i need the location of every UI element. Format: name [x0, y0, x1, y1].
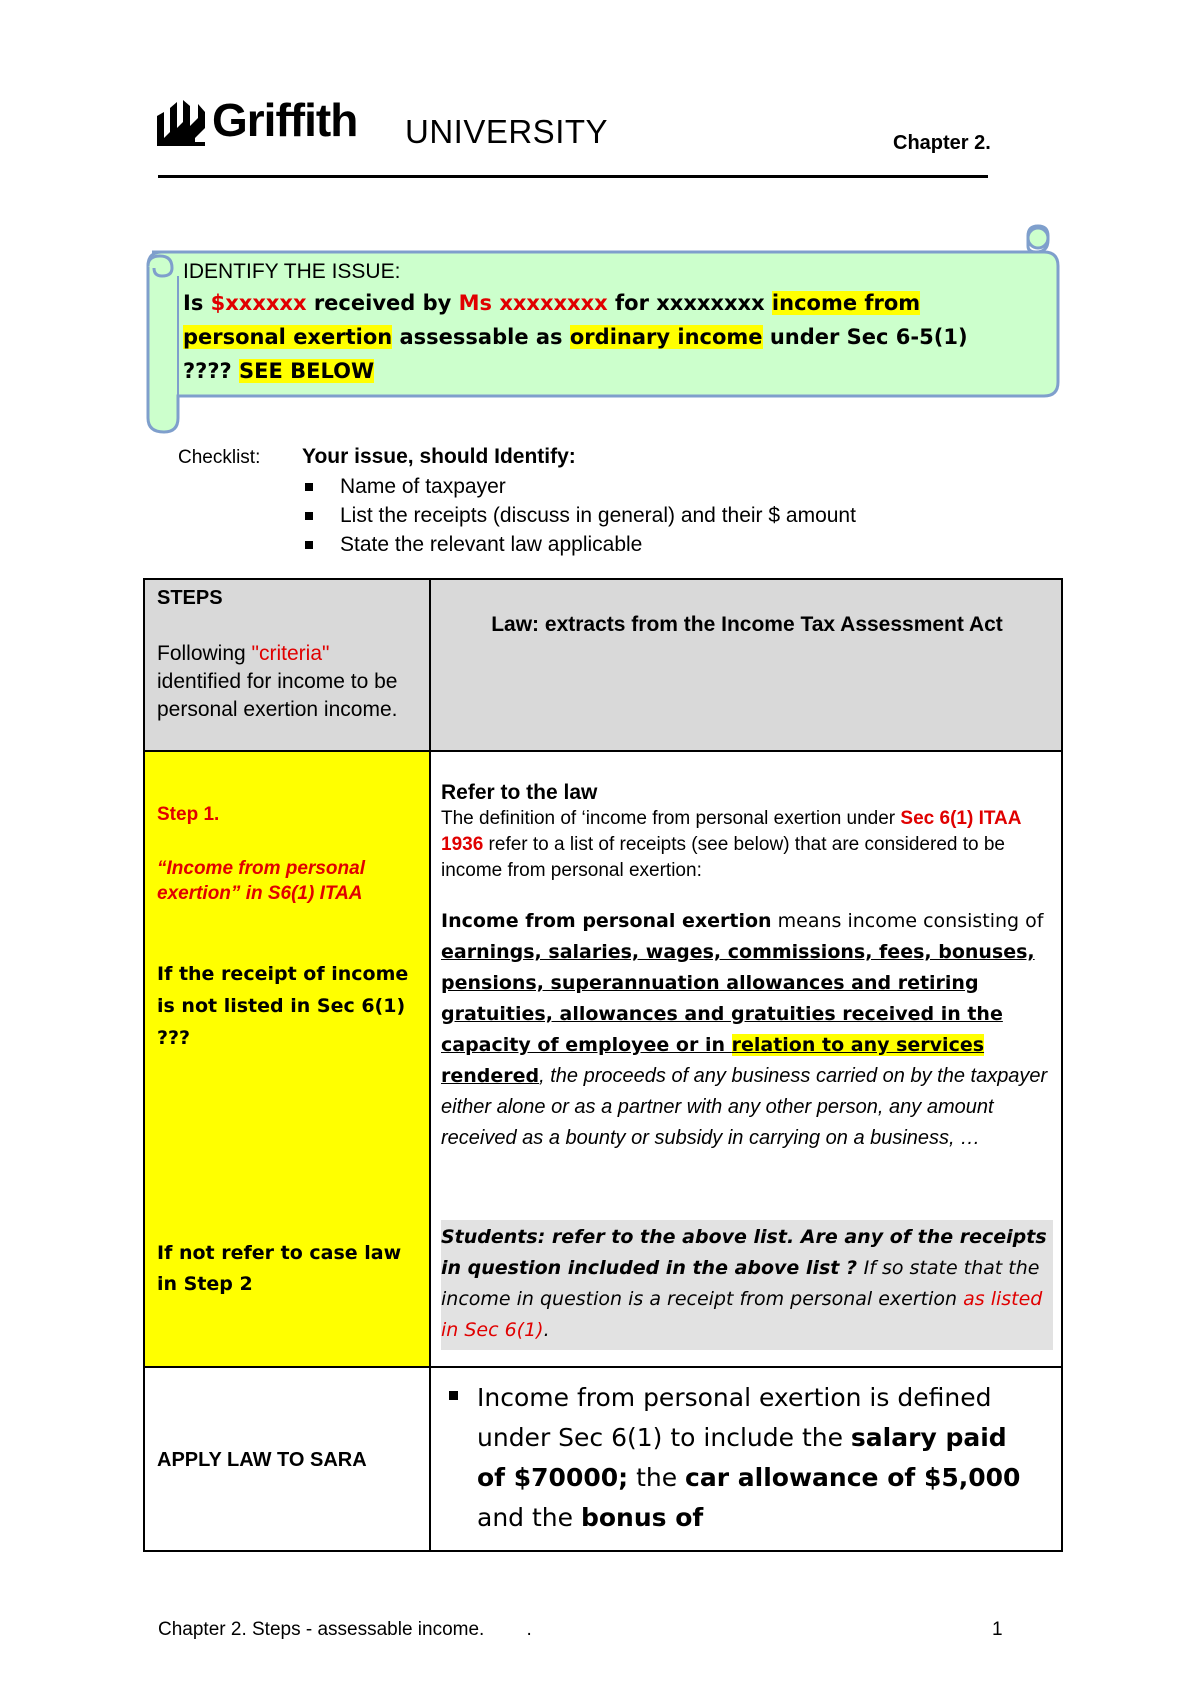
bullet-icon [449, 1391, 458, 1400]
issue-text: for xxxxxxxx [607, 291, 772, 315]
criteria-word: "criteria" [251, 642, 330, 665]
apply-text: and the [477, 1503, 581, 1532]
step1-quote: “Income from personal exertion” in S6(1) ITAA [157, 858, 365, 904]
law-text-span: The definition of ‘income from personal exertion under [441, 808, 901, 829]
checklist-list [300, 472, 856, 559]
see-below-highlight: SEE BELOW [239, 359, 375, 383]
griffith-logo-icon [155, 98, 207, 148]
page-footer: Chapter 2. Steps - assessable income. . [158, 1619, 532, 1640]
definition-text: means income consisting of [771, 910, 1044, 932]
checklist-item: Name of taxpayer [300, 472, 856, 501]
issue-text: under Sec 6-5(1) ???? [183, 325, 968, 383]
steps-description-text: identified for income to be personal exertion income. [157, 670, 398, 721]
step1-label: Step 1. [157, 804, 220, 825]
students-note-bold: Students: refer to the above list. Are any of the receipts in question included in the above list ? [441, 1226, 1047, 1279]
apply-law-label: APPLY LAW TO SARA [157, 1449, 367, 1471]
issue-highlight: income from personal exertion [183, 291, 921, 349]
students-note [441, 1220, 1053, 1350]
step1-case-law-ref: If not refer to case law in Step 2 [157, 1242, 402, 1295]
issue-heading: IDENTIFY THE ISSUE: [183, 260, 401, 283]
issue-statement [183, 286, 973, 388]
income-definition [441, 906, 1053, 1154]
checklist-title: Your issue, should Identify: [302, 445, 576, 468]
steps-heading: STEPS [157, 587, 223, 609]
apply-text: Income from personal exertion is defined under Sec 6(1) to include the [477, 1383, 992, 1452]
issue-highlight: ordinary income [569, 325, 763, 349]
page-number: 1 [992, 1619, 1003, 1640]
apply-bonus: bonus of [580, 1503, 704, 1532]
definition-highlight: relation to any services [731, 1034, 985, 1056]
chapter-label: Chapter 2. [893, 132, 991, 154]
definition-list: earnings, salaries, wages, commissions, fees, bonuses, pensions, superannuation allowances and retiring gratuities, allowances and gratuities received in the capacity of employee or in [441, 941, 1035, 1056]
students-note-ref: as listed in Sec 6(1) [441, 1288, 1043, 1341]
law-title: Refer to the law [441, 781, 598, 804]
step1-question: If the receipt of income is not listed in Sec 6(1) ??? [157, 963, 409, 1049]
apply-salary: salary paid of $70000; [477, 1423, 1007, 1492]
issue-text: Is [183, 291, 211, 315]
students-note-text: . [543, 1319, 550, 1341]
issue-text: received by [306, 291, 459, 315]
steps-description-text: Following [157, 642, 252, 665]
apply-car-allowance: car allowance of $5,000 [685, 1463, 1021, 1492]
students-note-text: If so state that the income in question is a receipt from personal exertion [441, 1257, 1040, 1310]
law-header: Law: extracts from the Income Tax Assessment Act [491, 613, 1003, 636]
steps-law-table [143, 578, 1063, 1552]
apply-text: the [628, 1463, 686, 1492]
row-divider [145, 1366, 1061, 1368]
law-reference [441, 780, 1051, 884]
checklist-label: Checklist: [178, 447, 261, 468]
issue-taxpayer: Ms xxxxxxxx [458, 291, 608, 315]
definition-term: Income from personal exertion [441, 910, 772, 932]
header-divider [158, 175, 988, 178]
issue-text: assessable as [392, 325, 570, 349]
logo-wordmark-bold: Griffith [212, 94, 358, 146]
steps-description [157, 640, 419, 724]
checklist-item: List the receipts (discuss in general) and their $ amount [300, 501, 856, 530]
checklist-item: State the relevant law applicable [300, 530, 856, 559]
definition-tail: , the proceeds of any business carried on by the taxpayer either alone or as a partner with any other person, any amount received as a bounty or subsidy in carrying on a business, … [441, 1065, 1048, 1149]
law-text [441, 806, 1051, 884]
law-section-ref: Sec 6(1) ITAA 1936 [441, 808, 1021, 855]
apply-law-text [477, 1378, 1037, 1538]
logo-wordmark-light: UNIVERSITY [405, 113, 609, 150]
identify-issue-box [183, 258, 973, 388]
law-text-span: refer to a list of receipts (see below) that are considered to be income from personal exertion: [441, 834, 1005, 881]
row-divider [145, 750, 1061, 752]
definition-list: rendered [441, 1065, 540, 1087]
issue-amount: $xxxxxx [210, 291, 307, 315]
